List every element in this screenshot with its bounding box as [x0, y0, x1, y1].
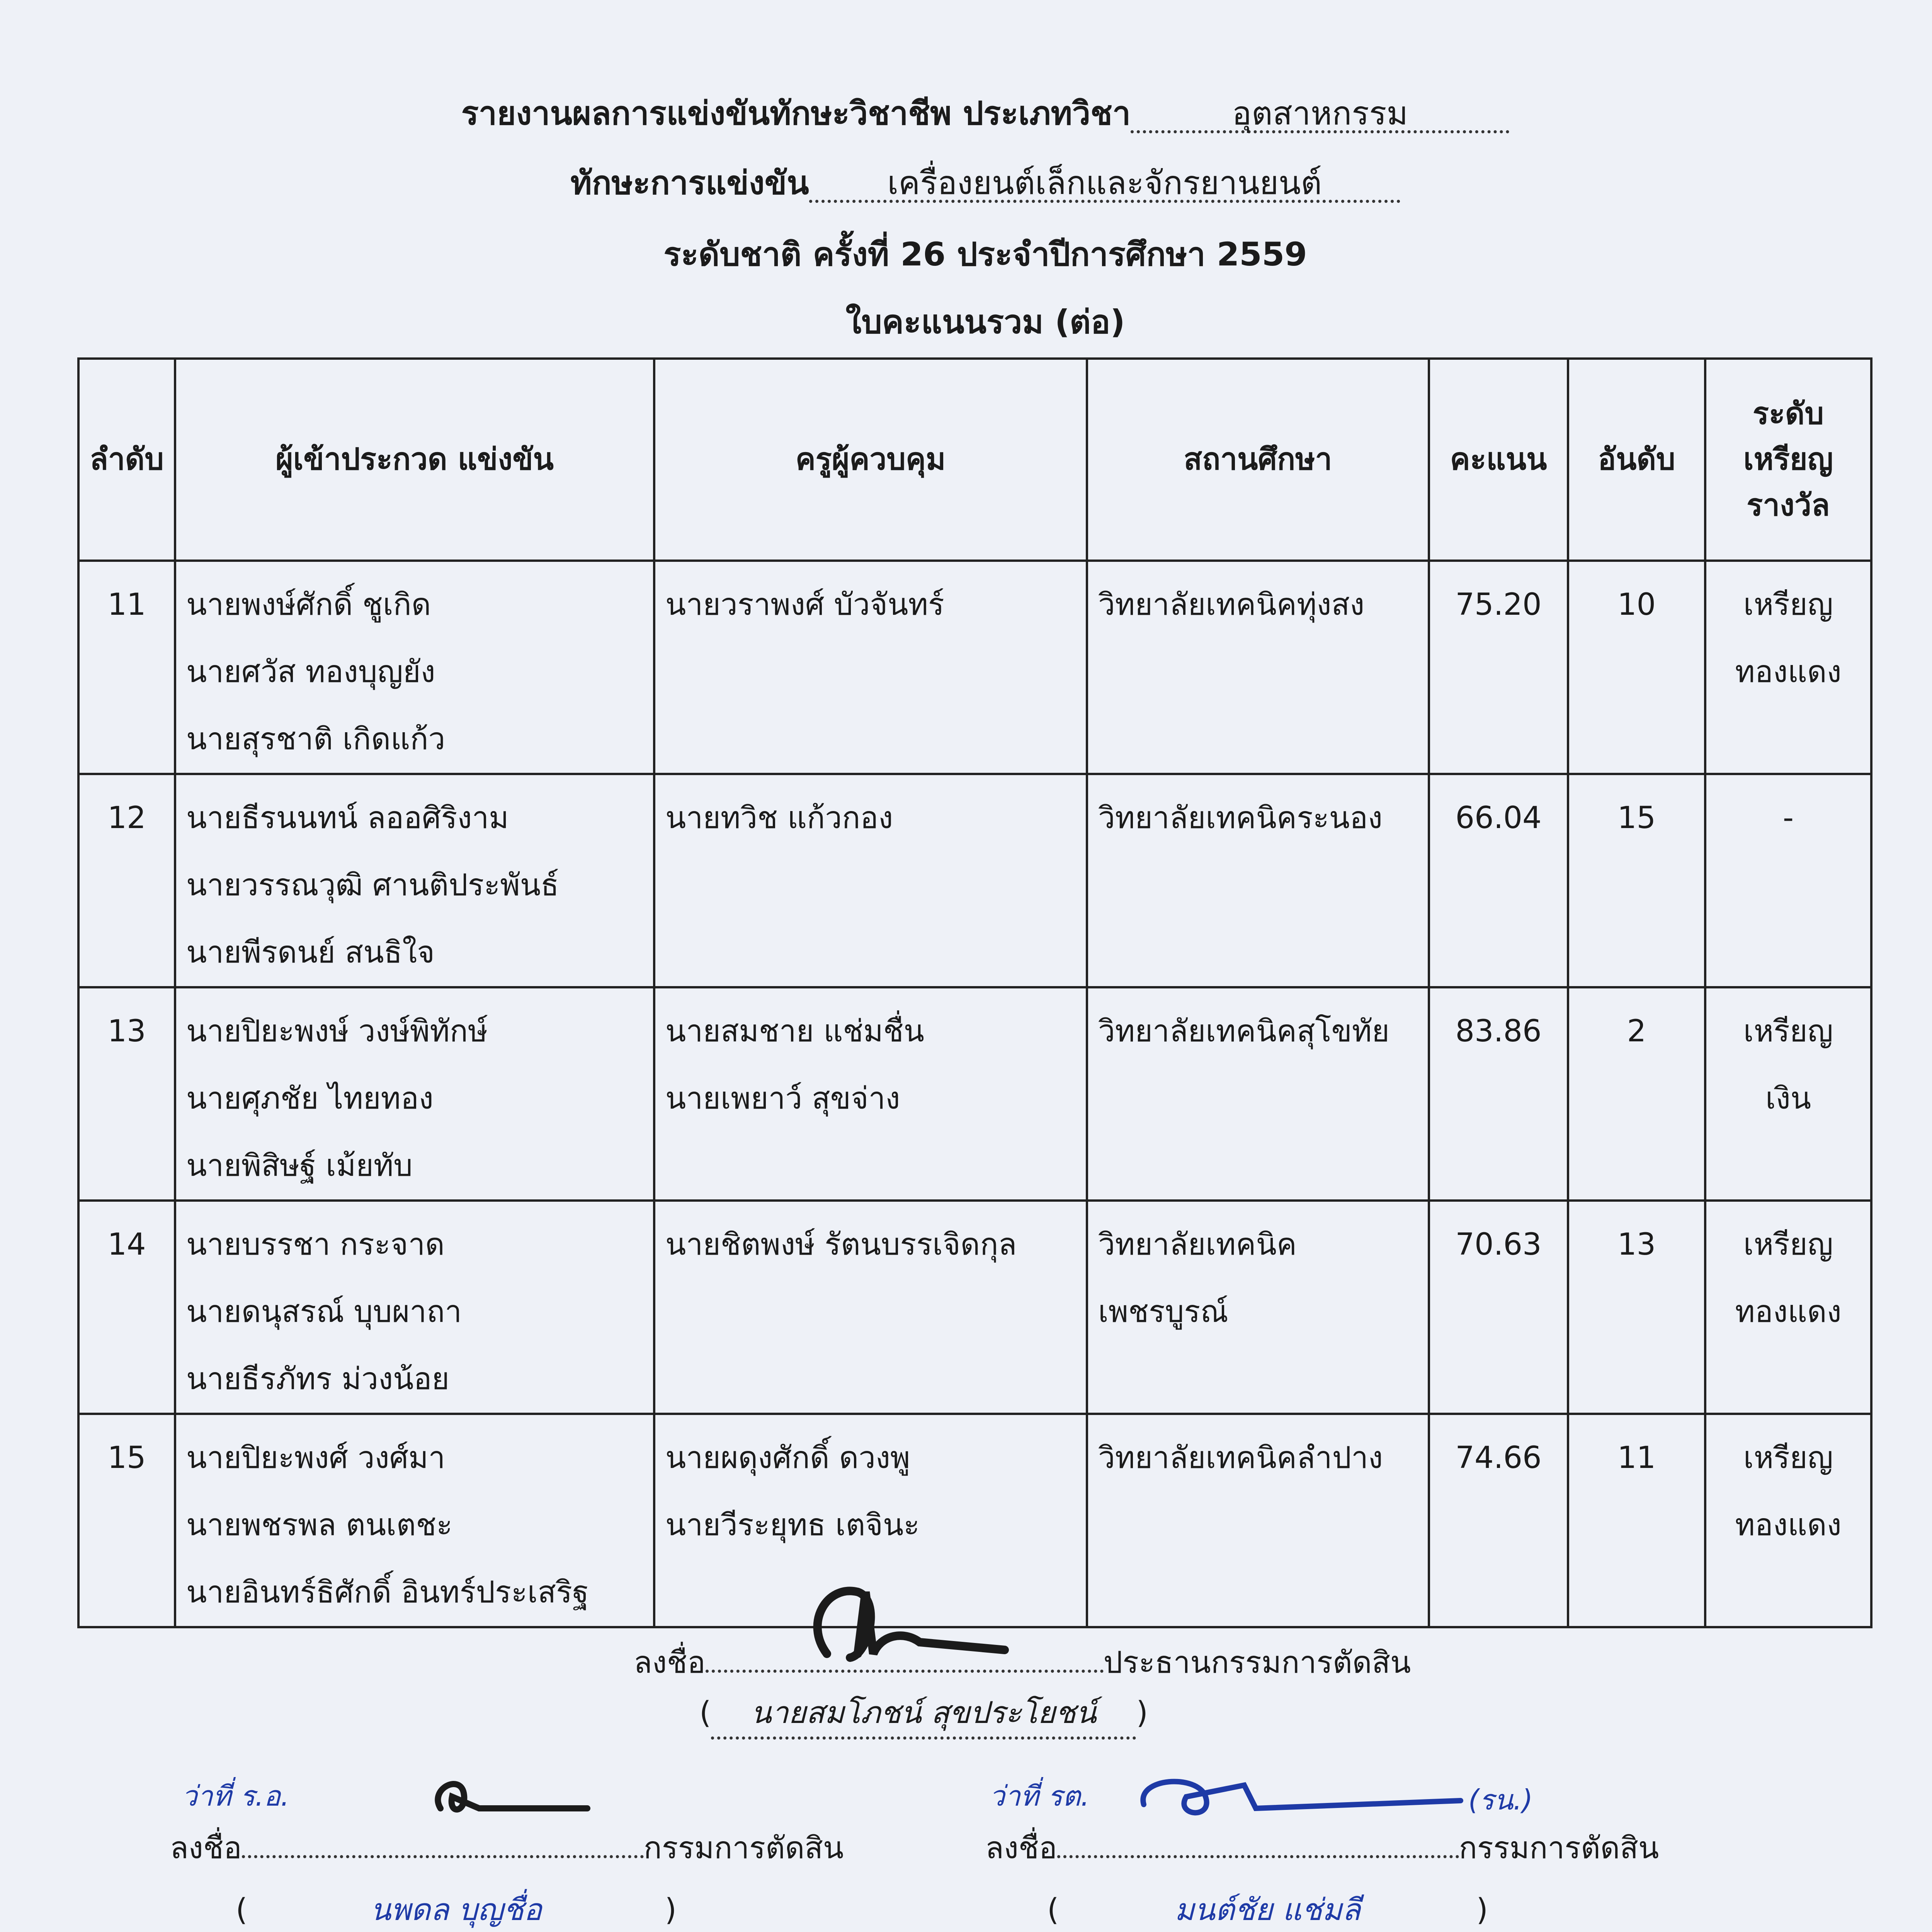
contestant-name: นายพงษ์ศักดิ์ ชูเกิด: [186, 587, 431, 622]
medal-level: ทองแดง: [1735, 1508, 1842, 1543]
cell-school: [1087, 774, 1429, 987]
school-name: วิทยาลัยเทคนิคระนอง: [1098, 801, 1383, 835]
cell-rank: [1568, 1414, 1705, 1627]
teacher-name: นายชิตพงษ์ รัตนบรรเจิดกุล: [665, 1227, 1017, 1262]
cell-teachers: [654, 987, 1087, 1201]
chair-name-line: ( นายสมโภชน์ สุขประโยชน์ ): [699, 1689, 1148, 1740]
cell-medal: [1705, 561, 1871, 774]
committee2-sign-dots: [1057, 1832, 1459, 1858]
table-row: [78, 561, 1871, 774]
medal-level: ทองแดง: [1735, 1294, 1842, 1329]
col-header-medal-line2: เหรียญ: [1743, 442, 1833, 477]
table-header-row: [78, 359, 1871, 561]
contestant-name: นายพีรดนย์ สนธิใจ: [186, 935, 435, 970]
col-header-medal-line3: รางวัล: [1747, 488, 1830, 523]
teacher-name: นายสมชาย แช่มชื่น: [665, 1014, 924, 1049]
medal-level: -: [1782, 801, 1794, 835]
subject-type-field: อุตสาหกรรม: [1131, 96, 1509, 133]
chair-sign-dots: [706, 1646, 1104, 1673]
col-header-score: คะแนน: [1429, 359, 1568, 561]
score-value: 74.66: [1455, 1440, 1542, 1475]
rank-value: 15: [1617, 801, 1656, 835]
cell-school: [1087, 987, 1429, 1201]
scoresheet-title: ใบคะแนนรวม (ต่อ): [845, 303, 1125, 341]
rank-value: 10: [1617, 587, 1656, 622]
teacher-name: นายผดุงศักดิ์ ดวงพู: [665, 1440, 910, 1475]
cell-contestants: [175, 1201, 654, 1414]
medal-level: เหรียญ: [1743, 587, 1833, 622]
cell-medal: [1705, 1414, 1871, 1627]
cell-score: [1429, 561, 1568, 774]
cell-medal: [1705, 987, 1871, 1201]
committee2-signature-mark: [1128, 1762, 1476, 1824]
school-name: วิทยาลัยเทคนิคลำปาง: [1098, 1440, 1383, 1475]
col-header-teachers: ครูผู้ควบคุม: [654, 359, 1087, 561]
cell-no: [78, 1414, 175, 1627]
teacher-name: นายวราพงศ์ บัวจันทร์: [665, 587, 944, 622]
cell-rank: [1568, 987, 1705, 1201]
contestant-name: นายปิยะพงษ์ วงษ์พิทักษ์: [186, 1014, 488, 1049]
contestant-name: นายสุรชาติ เกิดแก้ว: [186, 722, 446, 757]
cell-school: [1087, 561, 1429, 774]
school-name: วิทยาลัยเทคนิคทุ่งสง: [1098, 587, 1365, 622]
row-number: 11: [107, 587, 146, 622]
teacher-name: นายวีระยุทธ เตจินะ: [665, 1508, 920, 1543]
col-header-contestants: ผู้เข้าประกวด แข่งขัน: [175, 359, 654, 561]
col-header-no: ลำดับ: [78, 359, 175, 561]
cell-rank: [1568, 1201, 1705, 1414]
col-header-rank: อันดับ: [1568, 359, 1705, 561]
cell-medal: [1705, 1201, 1871, 1414]
score-value: 75.20: [1455, 587, 1542, 622]
row-number: 13: [107, 1014, 146, 1049]
committee1-name-line: ( นพดล บุญชื่อ ): [236, 1886, 677, 1932]
school-name: เพชรบูรณ์: [1098, 1294, 1228, 1329]
cell-no: [78, 1201, 175, 1414]
score-value: 66.04: [1455, 801, 1542, 835]
report-title-label: รายงานผลการแข่งขันทักษะวิชาชีพ ประเภทวิชา: [461, 94, 1131, 132]
cell-score: [1429, 774, 1568, 987]
table-row: [78, 1201, 1871, 1414]
committee1-sign-line: [170, 1824, 844, 1872]
contestant-name: นายธีรภัทร ม่วงน้อย: [186, 1362, 450, 1396]
committee2-name: มนต์ชัย แช่มลี: [1059, 1886, 1476, 1932]
chair-role: ประธานกรรมการตัดสิน: [1103, 1645, 1411, 1680]
contestant-name: นายพชรพล ตนเตชะ: [186, 1508, 453, 1543]
cell-score: [1429, 1201, 1568, 1414]
medal-level: เงิน: [1765, 1081, 1811, 1116]
committee2-name-line: ( มนต์ชัย แช่มลี ): [1047, 1886, 1488, 1932]
cell-rank: [1568, 561, 1705, 774]
score-table: [77, 357, 1872, 1628]
score-value: 70.63: [1455, 1227, 1542, 1262]
row-number: 15: [107, 1440, 146, 1475]
col-header-medal-line1: ระดับ: [1753, 396, 1824, 431]
contestant-name: นายพิสิษฐ์ เม้ยทับ: [186, 1148, 413, 1183]
rank-value: 2: [1627, 1014, 1646, 1049]
contestant-name: นายอินทร์ธิศักดิ์ อินทร์ประเสริฐ: [186, 1575, 589, 1610]
committee1-sign-label: ลงชื่อ: [170, 1831, 242, 1866]
committee2-role: กรรมการตัดสิน: [1459, 1831, 1659, 1866]
contestant-name: นายดนุสรณ์ บุบผาถา: [186, 1294, 462, 1329]
committee2-sign-line: [985, 1824, 1659, 1872]
contestant-name: นายวรรณวุฒิ ศานติประพันธ์: [186, 868, 559, 903]
committee1-signature-mark: [425, 1766, 618, 1828]
cell-contestants: [175, 1414, 654, 1627]
committee1-role: กรรมการตัดสิน: [643, 1831, 844, 1866]
chair-sign-line: [634, 1638, 1411, 1686]
chair-name: นายสมโภชน์ สุขประโยชน์: [711, 1689, 1136, 1740]
committee1-name: นพดล บุญชื่อ: [247, 1886, 665, 1932]
contestant-name: นายธีรนนทน์ ลออศิริงาม: [186, 801, 509, 835]
cell-medal: [1705, 774, 1871, 987]
rank-value: 11: [1617, 1440, 1656, 1475]
cell-contestants: [175, 561, 654, 774]
medal-level: เหรียญ: [1743, 1227, 1833, 1262]
school-name: วิทยาลัยเทคนิคสุโขทัย: [1098, 1014, 1389, 1049]
medal-level: เหรียญ: [1743, 1440, 1833, 1475]
report-title: [0, 87, 1932, 139]
cell-no: [78, 987, 175, 1201]
row-number: 12: [107, 801, 146, 835]
cell-teachers: [654, 1201, 1087, 1414]
cell-score: [1429, 1414, 1568, 1627]
medal-level: เหรียญ: [1743, 1014, 1833, 1049]
skill-title: [0, 156, 1932, 208]
school-name: วิทยาลัยเทคนิค: [1098, 1227, 1297, 1262]
contestant-name: นายปิยะพงศ์ วงศ์มา: [186, 1440, 446, 1475]
cell-school: [1087, 1201, 1429, 1414]
col-header-medal: [1705, 359, 1871, 561]
cell-no: [78, 561, 175, 774]
table-row: [78, 774, 1871, 987]
teacher-name: นายเพยาว์ สุขจ่าง: [665, 1081, 900, 1116]
cell-school: [1087, 1414, 1429, 1627]
left-rank-note: ว่าที่ ร.อ.: [182, 1780, 289, 1812]
cell-no: [78, 774, 175, 987]
committee1-sign-dots: [242, 1832, 644, 1858]
contestant-name: นายบรรชา กระจาด: [186, 1227, 445, 1262]
table-row: [78, 987, 1871, 1201]
committee2-sign-label: ลงชื่อ: [985, 1831, 1057, 1866]
cell-contestants: [175, 774, 654, 987]
cell-teachers: [654, 561, 1087, 774]
rank-value: 13: [1617, 1227, 1656, 1262]
chair-sign-label: ลงชื่อ: [634, 1645, 706, 1680]
cell-score: [1429, 987, 1568, 1201]
cell-teachers: [654, 774, 1087, 987]
contestant-name: นายศุภชัย ไทยทอง: [186, 1081, 434, 1116]
score-value: 83.86: [1455, 1014, 1542, 1049]
right-rank-note: ว่าที่ รต.: [989, 1780, 1090, 1812]
skill-title-label: ทักษะการแข่งขัน: [570, 164, 809, 202]
medal-level: ทองแดง: [1735, 655, 1842, 689]
row-number: 14: [107, 1227, 146, 1262]
cell-contestants: [175, 987, 654, 1201]
cell-rank: [1568, 774, 1705, 987]
skill-name-field: เครื่องยนต์เล็กและจักรยานยนต์: [809, 166, 1400, 203]
contestant-name: นายศวัส ทองบุญยัง: [186, 655, 435, 689]
col-header-school: สถานศึกษา: [1087, 359, 1429, 561]
right-rank-suffix: (รน.): [1468, 1784, 1533, 1816]
teacher-name: นายทวิช แก้วกอง: [665, 801, 893, 835]
competition-level: ระดับชาติ ครั้งที่ 26 ประจำปีการศึกษา 2559: [663, 235, 1307, 273]
